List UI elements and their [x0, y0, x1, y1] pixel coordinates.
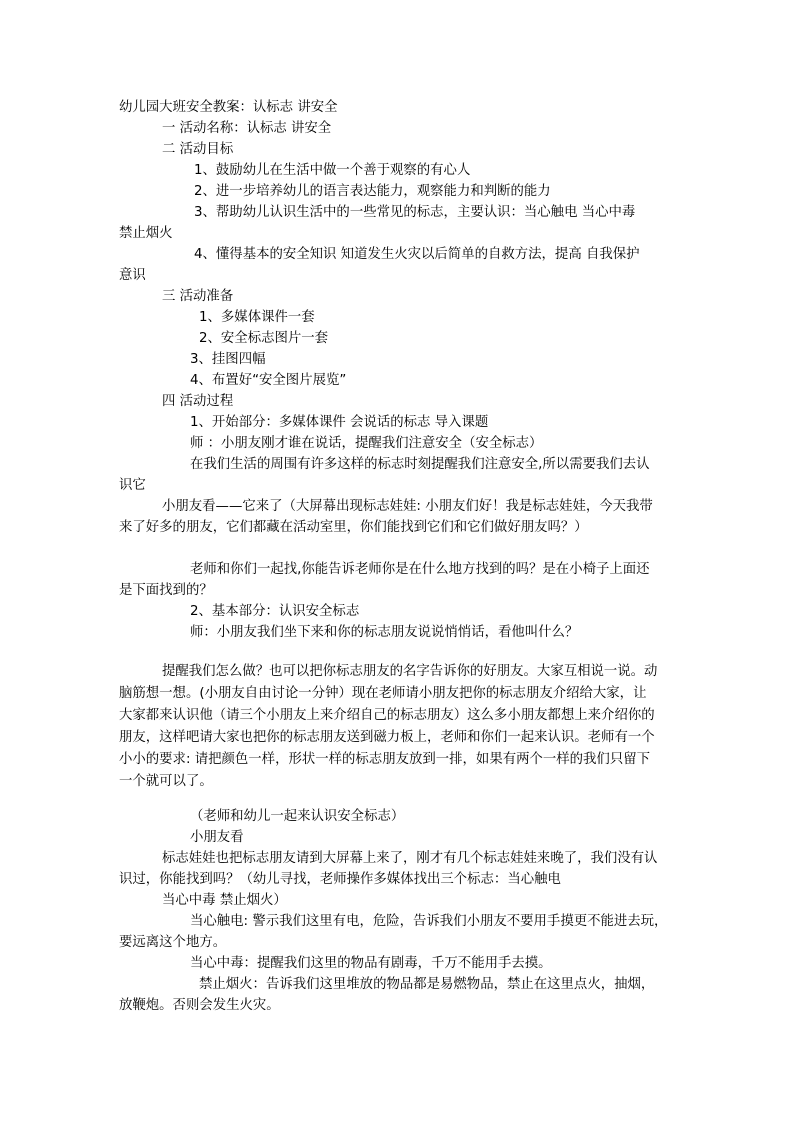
section-heading: 一 活动名称：认标志 讲安全: [162, 121, 332, 136]
list-item: 3、挂图四幅: [190, 352, 266, 367]
list-item: 1、多媒体课件一套: [199, 310, 315, 325]
paragraph-line: 当心触电: 警示我们这里有电，危险，告诉我们小朋友不要用手摸更不能进去玩，: [190, 914, 668, 929]
list-item: 2、基本部分：认识安全标志: [190, 604, 360, 619]
paragraph-line: 来了好多的朋友，它们都藏在活动室里，你们能找到它们和它们做好朋友吗？）: [119, 520, 588, 535]
paragraph-line: 师：小朋友我们坐下来和你的标志朋友说说悄悄话，看他叫什么？: [190, 625, 579, 640]
paragraph-line: 小小的要求: 请把颜色一样，形状一样的标志朋友放到一排，如果有两个一样的我们只留下: [119, 752, 650, 767]
paragraph-line: （老师和幼儿一起来认识安全标志）: [190, 809, 405, 824]
list-item: 1、开始部分：多媒体课件 会说话的标志 导入课题: [190, 415, 489, 430]
document-title: 幼儿园大班安全教案：认标志 讲安全: [119, 100, 338, 115]
section-heading: 三 活动准备: [162, 289, 234, 304]
paragraph-line: 提醒我们怎么做？也可以把你标志朋友的名字告诉你的好朋友。大家互相说一说。动: [162, 664, 658, 679]
paragraph-line: 标志娃娃也把标志朋友请到大屏幕上来了，刚才有几个标志娃娃来晚了，我们没有认: [162, 851, 658, 866]
list-item: 2、安全标志图片一套: [199, 331, 329, 346]
paragraph-line: 要远离这个地方。: [119, 935, 227, 950]
list-item-continuation: 意识: [119, 268, 146, 283]
paragraph-line: 禁止烟火：告诉我们这里堆放的物品都是易燃物品，禁止在这里点火，抽烟，: [199, 977, 655, 992]
list-item-continuation: 禁止烟火: [119, 226, 173, 241]
paragraph-line: 脑筋想一想。(小朋友自由讨论一分钟）现在老师请小朋友把你的标志朋友介绍给大家，让: [119, 686, 647, 701]
paragraph-line: 识过，你能找到吗？（幼儿寻找，老师操作多媒体找出三个标志：当心触电: [119, 872, 561, 887]
paragraph-line: 当心中毒 禁止烟火）: [162, 893, 287, 908]
list-item: 4、懂得基本的安全知识 知道发生火灾以后简单的自救方法，提高 自我保护: [194, 247, 640, 262]
paragraph-line: 大家都来认识他（请三个小朋友上来介绍自己的标志朋友）这么多小朋友都想上来介绍你的: [119, 708, 655, 723]
paragraph-line: 小朋友看——它来了（大屏幕出现标志娃娃: 小朋友们好！我是标志娃娃，今天我带: [162, 499, 653, 514]
list-item: 2、进一步培养幼儿的语言表达能力，观察能力和判断的能力: [194, 184, 551, 199]
section-heading: 二 活动目标: [162, 142, 234, 157]
list-item: 4、布置好“安全图片展览”: [190, 373, 347, 388]
paragraph-line: 识它: [119, 478, 146, 493]
paragraph-line: 朋友，这样吧请大家也把你的标志朋友送到磁力板上，老师和你们一起来认识。老师有一个: [119, 730, 655, 745]
paragraph-line: 当心中毒：提醒我们这里的物品有剧毒，千万不能用手去摸。: [190, 956, 552, 971]
paragraph-line: 在我们生活的周围有许多这样的标志时刻提醒我们注意安全,所以需要我们去认: [190, 457, 650, 472]
paragraph-line: 老师和你们一起找,你能告诉老师你是在什么地方找到的吗？是在小椅子上面还: [190, 562, 650, 577]
section-heading: 四 活动过程: [162, 394, 234, 409]
paragraph-line: 师 ：小朋友刚才谁在说话，提醒我们注意安全（安全标志）: [190, 436, 543, 451]
list-item: 1、鼓励幼儿在生活中做一个善于观察的有心人: [194, 163, 471, 178]
paragraph-line: 放鞭炮。否则会发生火灾。: [119, 998, 280, 1013]
list-item: 3、帮助幼儿认识生活中的一些常见的标志，主要认识：当心触电 当心中毒: [194, 205, 636, 220]
paragraph-line: 小朋友看: [190, 830, 244, 845]
paragraph-line: 一个就可以了。: [119, 774, 213, 789]
paragraph-line: 是下面找到的？: [119, 583, 213, 598]
